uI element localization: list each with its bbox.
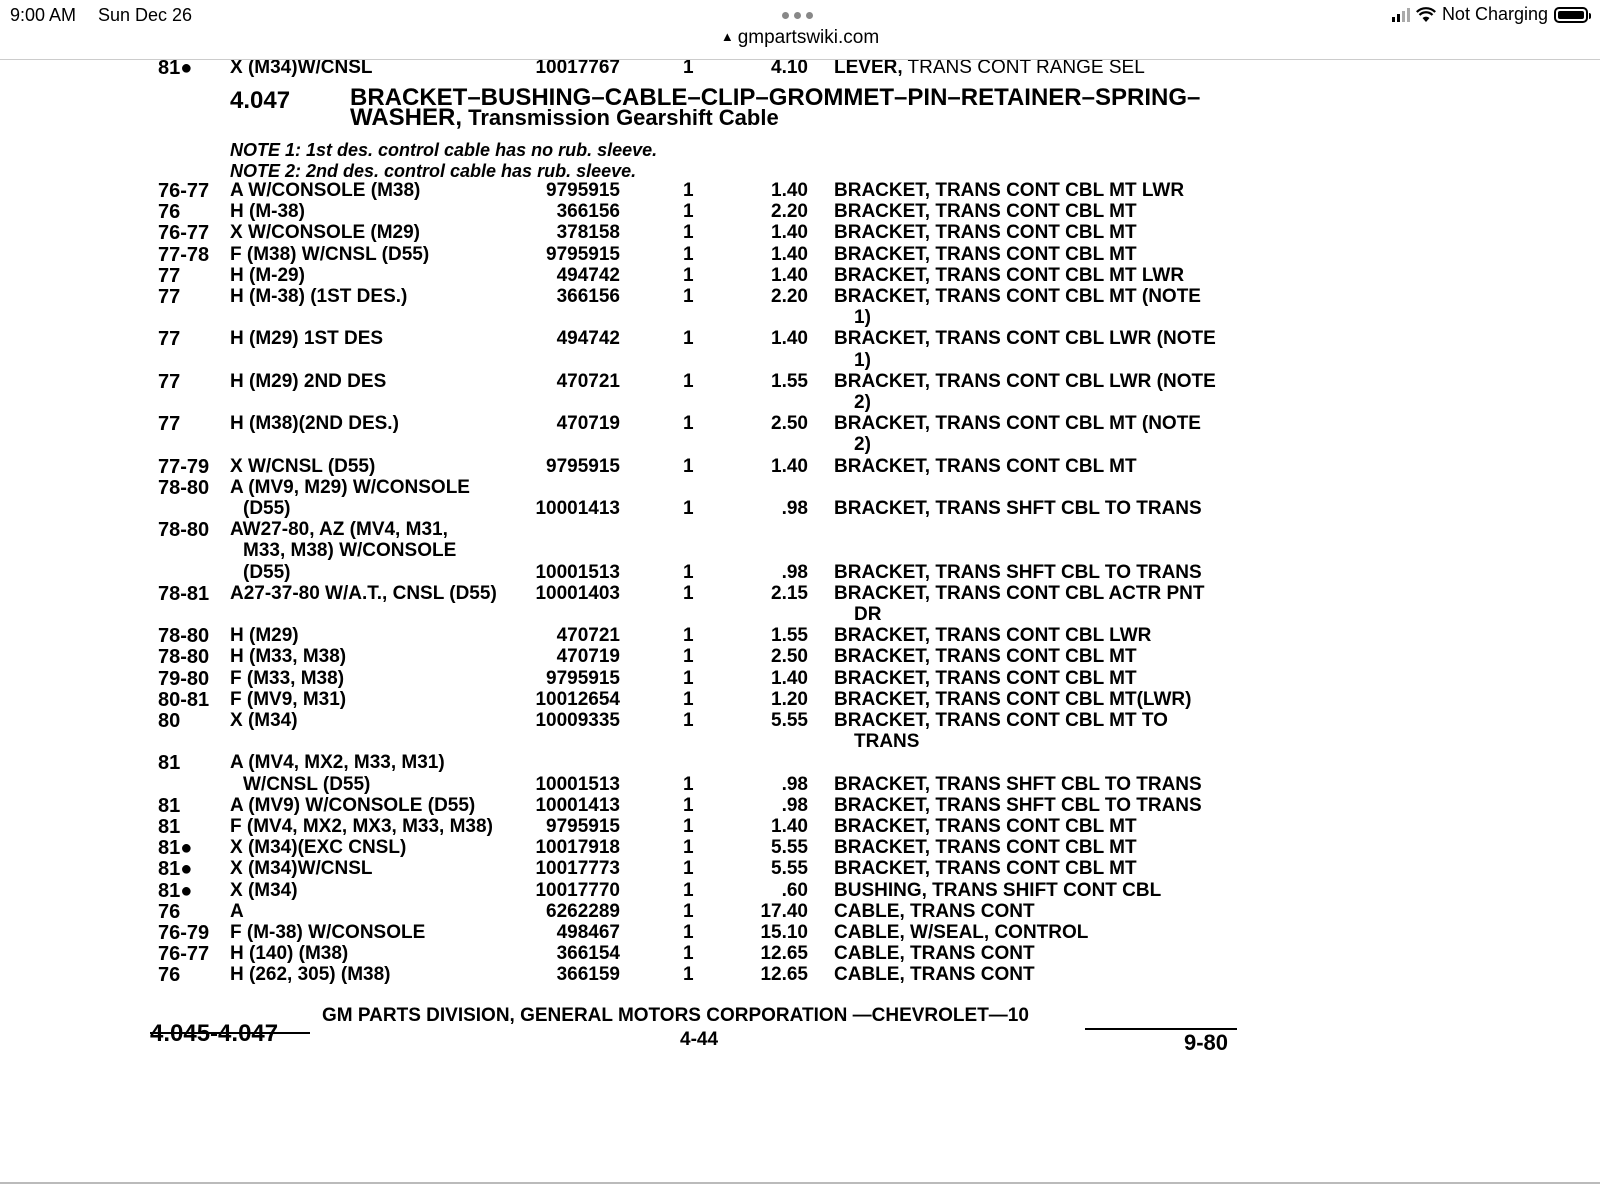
row-year: 76-77 (158, 222, 210, 245)
row-year: 76-77 (158, 943, 210, 966)
row-application: F (MV9, M31) (230, 688, 347, 710)
row-description: BRACKET, TRANS SHFT CBL TO TRANS (834, 773, 1202, 795)
row-qty: 1 (683, 667, 694, 689)
top-line-application: X (M34)W/CNSL (230, 60, 373, 78)
row-qty: 1 (683, 922, 694, 943)
top-line-year: 81● (158, 60, 193, 79)
row-description: BRACKET, TRANS CONT CBL MT (NOTE (834, 413, 1201, 435)
top-line-description: LEVER, TRANS CONT RANGE SEL (834, 60, 1145, 78)
row-qty: 1 (683, 498, 694, 519)
row-price: 2.50 (771, 413, 808, 435)
row-description: BRACKET, TRANS CONT CBL LWR (834, 625, 1152, 647)
row-application: A27-37-80 W/A.T., CNSL (D55) (230, 582, 497, 604)
row-description-cont: 2) (854, 392, 871, 413)
row-price: 15.10 (760, 922, 808, 943)
row-description: BRACKET, TRANS SHFT CBL TO TRANS (834, 561, 1202, 583)
row-part-number: 498467 (556, 922, 620, 943)
row-part-number: 6262289 (546, 900, 620, 922)
row-application: F (M33, M38) (230, 667, 345, 689)
row-year: 76-79 (158, 922, 210, 944)
row-qty: 1 (683, 243, 694, 265)
row-year: 81● (158, 858, 193, 881)
row-price: 1.55 (771, 625, 808, 647)
row-application: H (M33, M38) (230, 646, 347, 668)
row-part-number: 366154 (556, 943, 620, 965)
row-description-cont: TRANS (854, 731, 920, 753)
row-qty: 1 (683, 964, 694, 986)
row-part-number: 10017918 (535, 837, 620, 859)
row-application: H (262, 305) (M38) (230, 964, 391, 986)
row-price: 1.40 (771, 816, 808, 837)
charging-status: Not Charging (1441, 4, 1548, 24)
row-part-number: 366156 (556, 286, 620, 307)
row-part-number: 10017773 (535, 858, 620, 880)
row-description: BRACKET, TRANS SHFT CBL TO TRANS (834, 498, 1202, 519)
row-description: BRACKET, TRANS CONT CBL MT (834, 222, 1137, 244)
footer-publisher: GM PARTS DIVISION, GENERAL MOTORS CORPORATION —CHEVROLET—10 (322, 1005, 1029, 1026)
row-price: 12.65 (760, 964, 808, 986)
row-application: F (M38) W/CNSL (D55) (230, 243, 430, 265)
row-part-number: 366159 (556, 964, 620, 986)
row-part-number: 470719 (556, 413, 620, 435)
row-qty: 1 (683, 286, 694, 307)
row-description: BRACKET, TRANS CONT CBL MT LWR (834, 264, 1185, 286)
row-qty: 1 (683, 900, 694, 922)
row-qty: 1 (683, 561, 694, 583)
row-price: 1.40 (771, 455, 808, 477)
row-part-number: 10009335 (535, 710, 620, 731)
row-year: 76 (158, 201, 181, 224)
row-part-number: 10001413 (535, 498, 620, 519)
row-year: 80 (158, 710, 181, 732)
row-qty: 1 (683, 646, 694, 668)
row-price: 5.55 (771, 710, 808, 731)
row-price: .98 (781, 773, 808, 795)
row-qty: 1 (683, 201, 694, 223)
row-part-number: 366156 (556, 201, 620, 223)
row-price: .60 (781, 879, 808, 901)
row-year: 78-80 (158, 476, 210, 499)
row-price: 5.55 (771, 837, 808, 859)
row-price: 1.40 (771, 328, 808, 350)
footer-section-range: 4.045-4.047 (150, 1020, 279, 1047)
top-line-part-number: 10017767 (535, 60, 620, 78)
row-price: 2.20 (771, 201, 808, 223)
row-description-cont: 1) (854, 307, 871, 329)
row-qty: 1 (683, 837, 694, 859)
wifi-icon (1416, 7, 1436, 23)
row-part-number: 10001413 (535, 794, 620, 816)
row-part-number: 9795915 (546, 667, 620, 689)
row-description-cont: 1) (854, 349, 871, 371)
row-application: H (M-38) (230, 201, 305, 223)
address-bar[interactable] (0, 27, 1600, 49)
row-year: 78-80 (158, 646, 210, 669)
footer-page-number: 4-44 (680, 1029, 719, 1050)
row-year: 77 (158, 328, 181, 351)
row-application: X (M34) (230, 710, 298, 731)
row-part-number: 470721 (556, 370, 620, 392)
row-price: .98 (781, 794, 808, 816)
row-price: 2.15 (771, 582, 808, 604)
row-part-number: 494742 (556, 264, 620, 286)
status-date: Sun Dec 26 (98, 5, 193, 25)
row-description-cont: DR (854, 604, 882, 625)
row-application-cont: M33, M38) W/CONSOLE (243, 540, 457, 562)
section-number: 4.047 (230, 87, 291, 114)
row-application: A (MV4, MX2, M33, M31) (230, 752, 445, 774)
cellular-signal-icon (1392, 8, 1410, 22)
row-part-number: 470721 (556, 625, 620, 647)
row-application: A W/CONSOLE (M38) (230, 180, 421, 201)
row-description: BRACKET, TRANS CONT CBL MT TO (834, 710, 1168, 731)
row-application: H (M29) (230, 625, 299, 647)
row-description: BRACKET, TRANS CONT CBL MT (834, 201, 1137, 223)
row-description: BRACKET, TRANS CONT CBL ACTR PNT (834, 582, 1205, 604)
row-description: BRACKET, TRANS CONT CBL MT(LWR) (834, 688, 1192, 710)
note-1: NOTE 1: 1st des. control cable has no rub. sleeve. (230, 140, 658, 160)
row-description: BRACKET, TRANS CONT CBL MT (834, 667, 1137, 689)
row-price: 1.40 (771, 667, 808, 689)
row-part-number: 9795915 (546, 180, 620, 201)
row-year: 81 (158, 794, 181, 817)
row-description: BRACKET, TRANS CONT CBL MT (834, 816, 1137, 837)
row-application-cont: (D55) (243, 498, 291, 519)
row-description: BRACKET, TRANS SHFT CBL TO TRANS (834, 794, 1202, 816)
row-price: .98 (781, 561, 808, 583)
row-description: BRACKET, TRANS CONT CBL MT (834, 243, 1137, 265)
top-line-price: 4.10 (771, 60, 808, 78)
row-application: H (M-38) (1ST DES.) (230, 286, 408, 307)
row-description: BRACKET, TRANS CONT CBL MT (834, 646, 1137, 668)
row-year: 77 (158, 286, 181, 308)
row-description: BRACKET, TRANS CONT CBL LWR (NOTE (834, 370, 1216, 392)
row-part-number: 378158 (556, 222, 620, 244)
row-price: 1.40 (771, 180, 808, 201)
row-year: 77-78 (158, 243, 210, 266)
status-indicators (1392, 4, 1588, 25)
row-part-number: 10017770 (535, 879, 620, 901)
row-year: 76-77 (158, 180, 210, 202)
multitasking-dots-icon[interactable] (782, 12, 813, 19)
row-description: CABLE, TRANS CONT (834, 964, 1035, 986)
url-text: gmpartswiki.com (737, 27, 880, 48)
row-application: H (M38)(2ND DES.) (230, 413, 399, 435)
row-qty: 1 (683, 858, 694, 880)
row-year: 77 (158, 264, 181, 287)
row-qty: 1 (683, 413, 694, 435)
row-qty: 1 (683, 264, 694, 286)
row-price: 17.40 (760, 900, 808, 922)
row-application: H (M-29) (230, 264, 305, 286)
row-description: CABLE, TRANS CONT (834, 900, 1035, 922)
note-2: NOTE 2: 2nd des. control cable has rub. sleeve. (230, 161, 637, 181)
row-price: 12.65 (760, 943, 808, 965)
row-year: 81● (158, 837, 193, 860)
row-price: 1.55 (771, 370, 808, 392)
row-application: F (MV4, MX2, MX3, M33, M38) (230, 816, 493, 837)
row-year: 77 (158, 413, 181, 436)
row-description: BRACKET, TRANS CONT CBL MT (834, 858, 1137, 880)
row-part-number: 9795915 (546, 816, 620, 837)
lock-icon: ▲ (720, 29, 734, 44)
footer-date-code: 9-80 (1184, 1030, 1229, 1055)
row-year: 77 (158, 370, 181, 393)
row-year: 80-81 (158, 688, 210, 711)
row-year: 76 (158, 900, 181, 923)
row-application: A (MV9, M29) W/CONSOLE (230, 476, 470, 498)
row-price: 1.40 (771, 243, 808, 265)
row-description: BRACKET, TRANS CONT CBL MT LWR (834, 180, 1185, 201)
row-part-number: 9795915 (546, 243, 620, 265)
row-qty: 1 (683, 180, 694, 201)
row-part-number: 10001513 (535, 773, 620, 795)
row-qty: 1 (683, 943, 694, 965)
row-qty: 1 (683, 794, 694, 816)
row-application: F (M-38) W/CONSOLE (230, 922, 426, 943)
row-qty: 1 (683, 582, 694, 604)
row-application: H (140) (M38) (230, 943, 349, 965)
row-price: .98 (781, 498, 808, 519)
row-year: 81 (158, 752, 181, 775)
row-part-number: 9795915 (546, 455, 620, 477)
row-price: 5.55 (771, 858, 808, 880)
row-price: 2.20 (771, 286, 808, 307)
row-price: 2.50 (771, 646, 808, 668)
row-qty: 1 (683, 370, 694, 392)
row-year: 79-80 (158, 667, 210, 690)
row-year: 81● (158, 879, 193, 902)
row-application: X W/CNSL (D55) (230, 455, 376, 477)
row-year: 78-81 (158, 582, 210, 605)
row-qty: 1 (683, 879, 694, 901)
row-description: BRACKET, TRANS CONT CBL MT (834, 455, 1137, 477)
row-qty: 1 (683, 222, 694, 244)
row-price: 1.40 (771, 222, 808, 244)
row-qty: 1 (683, 688, 694, 710)
row-year: 77-79 (158, 455, 210, 478)
row-description: BRACKET, TRANS CONT CBL LWR (NOTE (834, 328, 1216, 350)
row-part-number: 470719 (556, 646, 620, 668)
row-application: AW27-80, AZ (MV4, M31, (230, 519, 448, 541)
status-bar (0, 0, 1600, 30)
battery-icon (1554, 7, 1588, 23)
row-qty: 1 (683, 455, 694, 477)
status-time: 9:00 AM (10, 5, 77, 25)
row-description: CABLE, TRANS CONT (834, 943, 1035, 965)
row-description-cont: 2) (854, 434, 871, 456)
divider (0, 1182, 1600, 1184)
row-application: X W/CONSOLE (M29) (230, 222, 421, 244)
row-description: BUSHING, TRANS SHIFT CONT CBL (834, 879, 1162, 901)
row-price: 1.20 (771, 688, 808, 710)
row-price: 1.40 (771, 264, 808, 286)
row-application: X (M34) (230, 879, 298, 901)
row-qty: 1 (683, 710, 694, 731)
row-application-cont: W/CNSL (D55) (243, 773, 371, 795)
row-year: 78-80 (158, 519, 210, 542)
row-application-cont: (D55) (243, 561, 291, 583)
row-application: A (230, 900, 244, 922)
top-line-qty: 1 (683, 60, 694, 78)
section-title: BRACKET–BUSHING–CABLE–CLIP–GROMMET–PIN–RETAINER–SPRING– WASHER, Transmission Gearshift Cable (350, 84, 1201, 131)
row-application: H (M29) 2ND DES (230, 370, 387, 392)
row-part-number: 10001403 (535, 582, 620, 604)
row-description: BRACKET, TRANS CONT CBL MT (NOTE (834, 286, 1201, 307)
row-year: 76 (158, 964, 181, 987)
row-year: 78-80 (158, 625, 210, 648)
row-application: A (MV9) W/CONSOLE (D55) (230, 794, 476, 816)
row-qty: 1 (683, 816, 694, 837)
row-description: CABLE, W/SEAL, CONTROL (834, 922, 1089, 943)
row-application: H (M29) 1ST DES (230, 328, 384, 350)
row-part-number: 494742 (556, 328, 620, 350)
row-part-number: 10001513 (535, 561, 620, 583)
row-part-number: 10012654 (535, 688, 620, 710)
row-description: BRACKET, TRANS CONT CBL MT (834, 837, 1137, 859)
row-qty: 1 (683, 773, 694, 795)
row-year: 81 (158, 816, 181, 838)
row-application: X (M34)W/CNSL (230, 858, 373, 880)
parts-catalog-page (0, 60, 1600, 1180)
row-application: X (M34)(EXC CNSL) (230, 837, 407, 859)
row-qty: 1 (683, 328, 694, 350)
row-qty: 1 (683, 625, 694, 647)
